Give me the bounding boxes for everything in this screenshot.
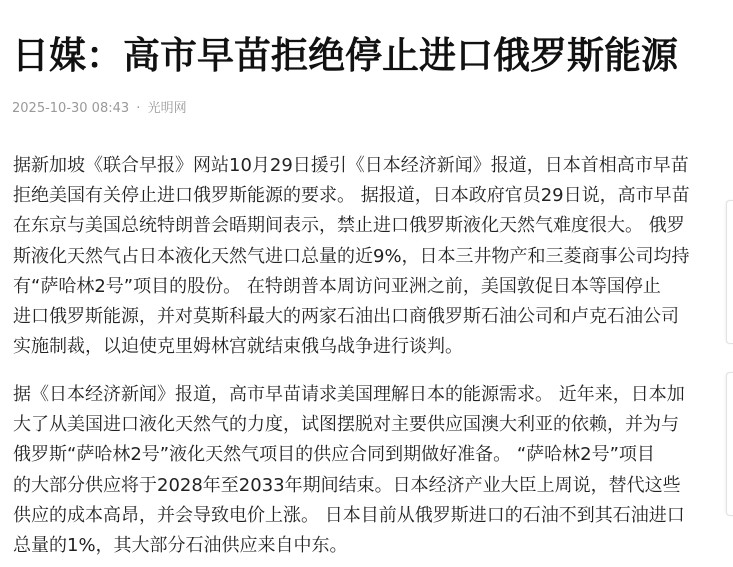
publish-date: 2025-10-30 08:43	[12, 101, 130, 116]
side-panel-card[interactable]	[726, 372, 733, 516]
article-title: 日媒：高市早苗拒绝停止进口俄罗斯能源	[12, 34, 678, 77]
paragraph-line: 大了从美国进口液化天然气的力度，试图摆脱对主要供应国澳大利亚的依赖，并为与	[13, 414, 679, 436]
paragraph-2	[13, 380, 703, 561]
paragraph-line: 拒绝美国有关停止进口俄罗斯能源的要求。 据报道，日本政府官员29日说，高市早苗	[13, 185, 690, 207]
paragraph-line: 据《日本经济新闻》报道，高市早苗请求美国理解日本的能源需求。 近年来，日本加	[13, 384, 685, 405]
paragraph-line: 据新加坡《联合早报》网站10月29日援引《日本经济新闻》报道，日本首相高市早苗	[13, 155, 689, 176]
paragraph-line: 进口俄罗斯能源，并对莫斯科最大的两家石油出口商俄罗斯石油公司和卢克石油公司	[13, 306, 679, 328]
paragraph-line: 斯液化天然气占日本液化天然气进口总量的近9%，日本三井物产和三菱商事公司均持	[13, 245, 690, 267]
article-meta	[12, 99, 187, 119]
paragraph-line: 的大部分供应将于2028年至2033年期间结束。日本经济产业大臣上周说，替代这些	[13, 474, 681, 496]
paragraph-1	[13, 151, 703, 362]
paragraph-line: 俄罗斯“萨哈林2号”液化天然气项目的供应合同到期做好准备。 “萨哈林2号”项目	[13, 444, 655, 466]
paragraph-line: 在东京与美国总统特朗普会晤期间表示，禁止进口俄罗斯液化天然气难度很大。 俄罗	[13, 215, 685, 237]
paragraph-line: 供应的成本高昂，并会导致电价上涨。 日本目前从俄罗斯进口的石油不到其石油进口	[13, 504, 685, 526]
paragraph-line: 总量的1%，其大部分石油供应来自中东。	[13, 535, 348, 557]
source-name: 光明网	[147, 101, 187, 116]
meta-separator: ·	[136, 101, 141, 116]
side-panel-card[interactable]	[726, 200, 733, 344]
paragraph-line: 实施制裁，以迫使克里姆林宫就结束俄乌战争进行谈判。	[13, 336, 463, 358]
paragraph-line: 有“萨哈林2号”项目的股份。 在特朗普本周访问亚洲之前，美国敦促日本等国停止	[13, 275, 661, 297]
